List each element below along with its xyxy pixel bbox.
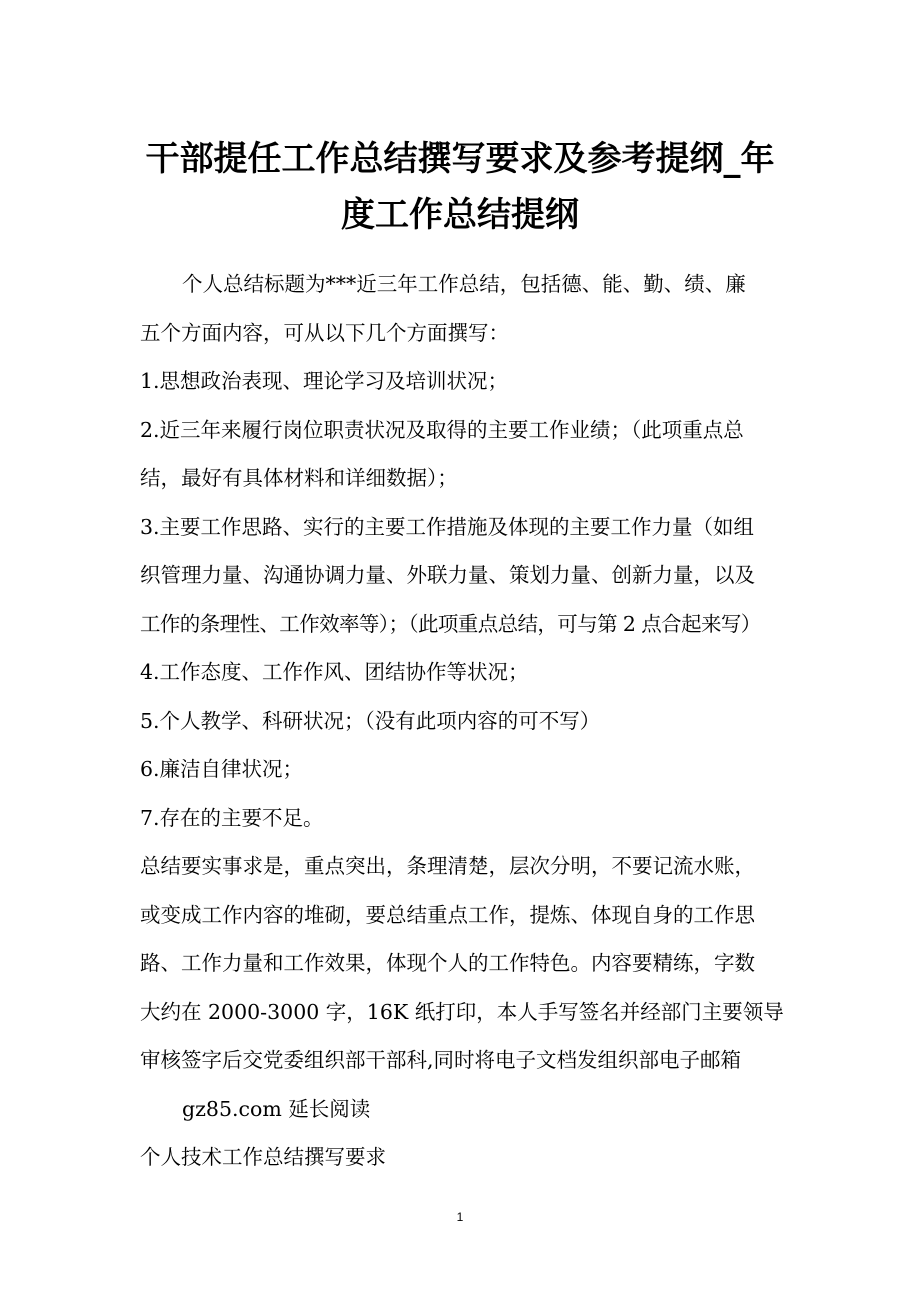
list-item-1: 1.思想政治表现、理论学习及培训状况； [140, 369, 509, 393]
intro-line: 五个方面内容，可从以下几个方面撰写： [140, 320, 509, 345]
title-line: 度工作总结提纲 [341, 194, 579, 235]
list-item-7: 7.存在的主要不足。 [140, 805, 324, 830]
list-item-3-cont: 工作的条理性、工作效率等）；（此项重点总结，可与第 2 点合起来写） [140, 611, 761, 636]
page-number: 1 [456, 1210, 464, 1224]
list-item-3: 3.主要工作思路、实行的主要工作措施及体现的主要工作力量（如组 [140, 514, 755, 539]
requirement-line: 路、工作力量和工作效果，体现个人的工作特色。内容要精练，字数 [140, 951, 755, 975]
list-item-6: 6.廉洁自律状况； [140, 757, 304, 781]
list-item-2: 2.近三年来履行岗位职责状况及取得的主要工作业绩；（此项重点总 [140, 417, 744, 442]
requirement-line: 或变成工作内容的堆砌，要总结重点工作，提炼、体现自身的工作思 [140, 902, 755, 927]
intro-line: 个人总结标题为***近三年工作总结，包括德、能、勤、绩、廉 [182, 272, 746, 296]
title-line: 干部提任工作总结撰写要求及参考提纲_年 [145, 138, 775, 179]
document-title [100, 131, 820, 243]
extended-reading-link[interactable]: gz85.com 延长阅读 [182, 1096, 371, 1121]
list-item-3-cont: 织管理力量、沟通协调力量、外联力量、策划力量、创新力量，以及 [140, 563, 755, 587]
document-body [140, 260, 790, 1182]
list-item-2-cont: 结，最好有具体材料和详细数据）； [140, 466, 458, 490]
requirement-line: 审核签字后交党委组织部干部科,同时将电子文档发组织部电子邮箱 [140, 1048, 742, 1072]
requirement-line: 大约在 2000-3000 字，16K 纸打印，本人手写签名并经部门主要领导 [140, 999, 784, 1024]
list-item-5: 5.个人教学、科研状况；（没有此项内容的可不写） [140, 708, 601, 733]
list-item-4: 4.工作态度、工作作风、团结协作等状况； [140, 660, 529, 684]
section-heading: 个人技术工作总结撰写要求 [140, 1145, 386, 1169]
requirement-line: 总结要实事求是，重点突出，条理清楚，层次分明，不要记流水账， [140, 854, 755, 878]
